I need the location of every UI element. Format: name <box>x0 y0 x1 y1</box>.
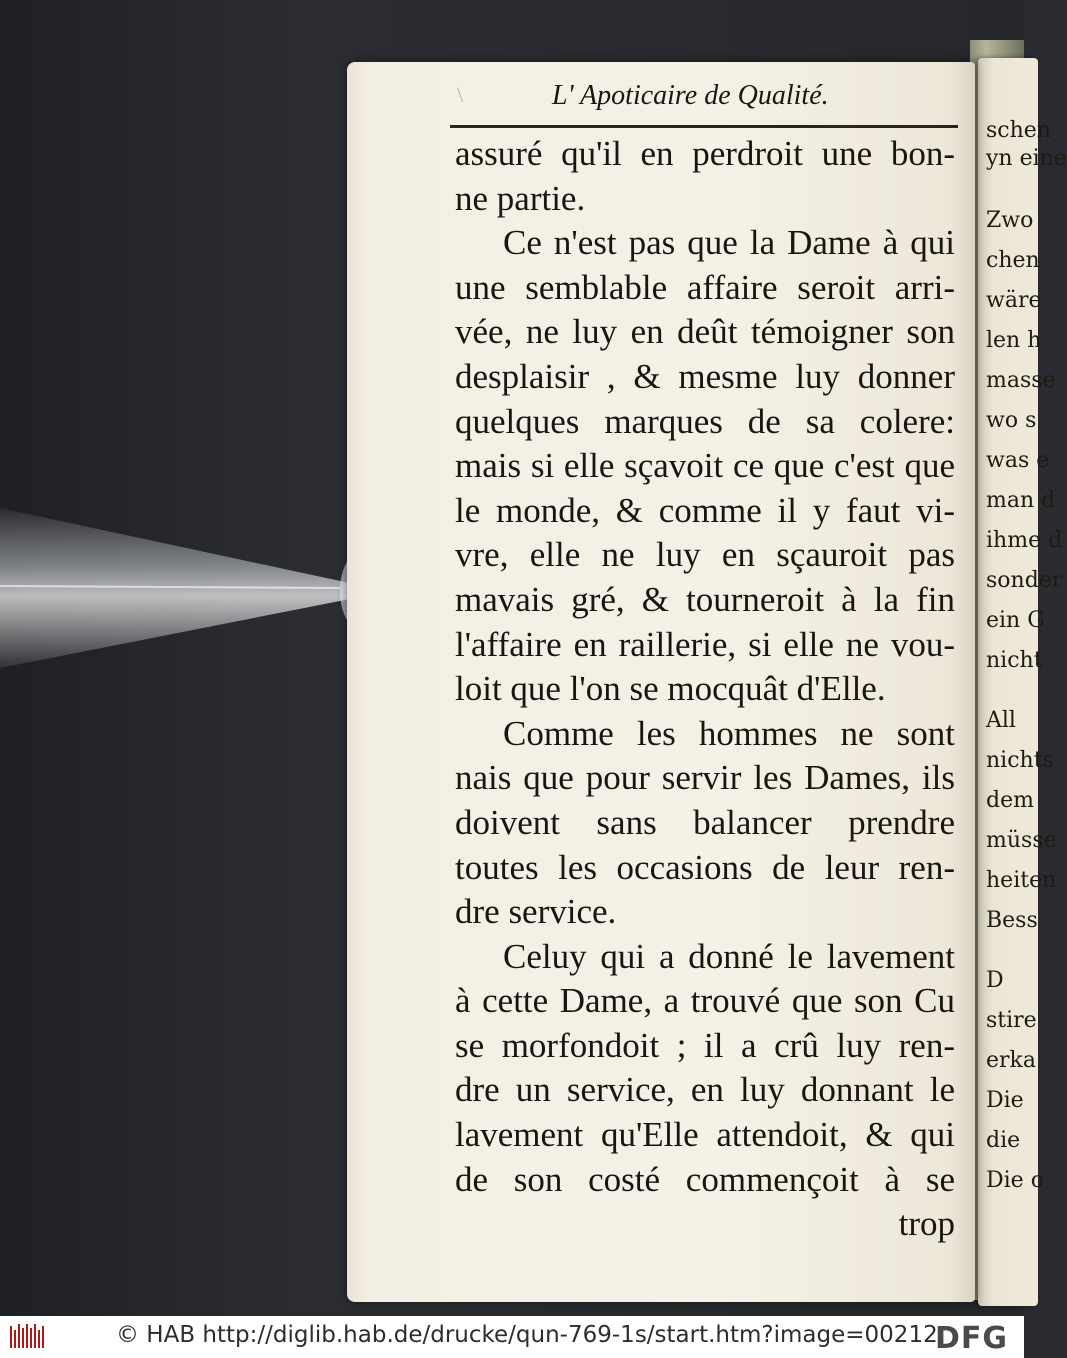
header-rule-mark: \ <box>457 82 464 107</box>
page-header <box>347 80 975 120</box>
book-page <box>347 62 975 1302</box>
text-line: assuré qu'il en perdroit une bon- <box>455 134 955 173</box>
next-page-edge <box>978 58 1067 1306</box>
viewer-footer <box>0 1316 1024 1358</box>
text-line: mavais gré, & tourneroit à la fin <box>455 579 955 619</box>
text-line: loit que l'on se mocquât d'Elle. <box>455 669 886 709</box>
header-rule <box>450 125 958 128</box>
next-page-fragment: schen <box>986 118 1051 143</box>
next-page-fragment: man d <box>986 488 1056 513</box>
next-page-fragment: Die <box>986 1088 1024 1113</box>
next-page-fragment: heiten <box>986 868 1057 893</box>
next-page-fragment: Zwo <box>986 208 1034 233</box>
next-page-fragment: yn eine <box>986 146 1067 171</box>
next-page-fragment: nichts <box>986 748 1054 773</box>
page-text <box>455 132 955 1247</box>
text-line: lavement qu'Elle attendoit, & qui <box>455 1115 955 1155</box>
copyright-link[interactable]: © HAB http://diglib.hab.de/drucke/qun-769-1s/start.htm?image=00212 <box>116 1322 938 1348</box>
next-page-fragment: sonder <box>986 568 1063 593</box>
next-page-fragment: nicht <box>986 648 1043 673</box>
next-page-fragment: Bess <box>986 908 1038 933</box>
text-line: Ce n'est pas que la Dame à qui <box>503 223 955 263</box>
next-page-fragment: die <box>986 1128 1021 1153</box>
text-line: doivent sans balancer prendre <box>455 802 955 842</box>
text-line: se morfondoit ; il a crû luy ren- <box>455 1025 955 1065</box>
text-line: à cette Dame, a trouvé que son Cu <box>455 981 955 1021</box>
text-line: nais que pour servir les Dames, ils <box>455 758 955 798</box>
text-line: dre un service, en luy donnant le <box>455 1070 955 1110</box>
text-line: quelques marques de sa colere: <box>455 401 955 441</box>
next-page-fragment: All <box>986 708 1016 733</box>
next-page-fragment: D <box>986 968 1004 993</box>
text-line: le monde, & comme il y faut vi- <box>455 490 955 530</box>
next-page-fragment: masse <box>986 368 1056 393</box>
text-line: mais si elle sçavoit ce que c'est que <box>455 446 955 486</box>
text-line: desplaisir , & mesme luy donner <box>455 356 955 396</box>
catchword: trop <box>898 1204 955 1244</box>
text-line: ne partie. <box>455 178 586 218</box>
text-line: Comme les hommes ne sont <box>503 713 955 753</box>
text-line: toutes les occasions de leur ren- <box>455 847 955 887</box>
text-line: vre, elle ne luy en sçauroit pas <box>455 535 955 575</box>
text-line: l'affaire en raillerie, si elle ne vou- <box>455 624 955 664</box>
next-page-fragment: wo s <box>986 408 1037 433</box>
text-line: de son costé commençoit à se <box>455 1159 955 1199</box>
hab-logo-icon <box>8 1322 48 1352</box>
next-page-fragment: dem <box>986 788 1034 813</box>
next-page-fragment: chen <box>986 248 1040 273</box>
running-title: L' Apoticaire de Qualité. <box>552 80 829 111</box>
next-page-fragment: wäre <box>986 288 1042 313</box>
dfg-logo: DFG <box>935 1321 1009 1356</box>
next-page-fragment: ein G <box>986 608 1045 633</box>
glass-weight <box>0 508 385 668</box>
next-page-fragment: stire <box>986 1008 1037 1033</box>
next-page-fragment: ihme d <box>986 528 1063 553</box>
next-page-fragment: Die o <box>986 1168 1044 1193</box>
text-line: une semblable affaire seroit arri- <box>455 267 955 307</box>
next-page-fragment: len h <box>986 328 1042 353</box>
text-line: dre service. <box>455 892 617 932</box>
text-line: Celuy qui a donné le lavement <box>503 936 955 976</box>
next-page-fragment: müsse <box>986 828 1057 853</box>
next-page-fragment: was e <box>986 448 1050 473</box>
next-page-fragment: erka <box>986 1048 1036 1073</box>
text-line: vée, ne luy en deût témoigner son <box>455 312 955 352</box>
